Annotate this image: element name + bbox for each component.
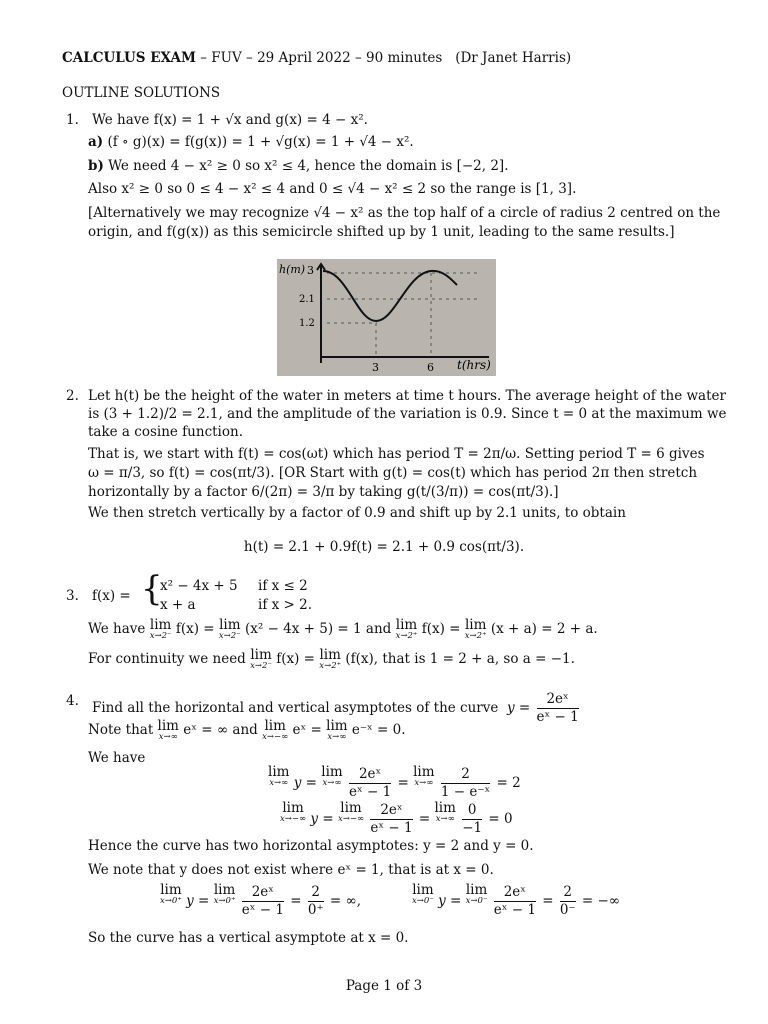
q2-p1c: take a cosine function.	[88, 424, 243, 440]
frac-den: 1 − e⁻ˣ	[440, 784, 491, 800]
y-eq: y =	[186, 893, 210, 909]
lim-sub: x→2⁻	[250, 661, 272, 671]
q1-b-text: We need 4 − x² ≥ 0 so x² ≤ 4, hence the domain is [−2, 2].	[108, 158, 509, 174]
cosine-curve	[323, 271, 457, 321]
result: = 0	[488, 811, 513, 827]
lim-inf	[158, 720, 179, 742]
q3-we-have: We have	[88, 621, 146, 637]
q3-fx-3: f(x) =	[276, 651, 315, 667]
lim-text: lim	[264, 718, 286, 734]
lim-sub: x→2⁺	[319, 661, 342, 671]
y-eq: y =	[310, 811, 334, 827]
lim-text: lim	[464, 617, 487, 633]
lim-text: lim	[326, 718, 348, 734]
q4-limit-0plus	[160, 884, 361, 919]
lim	[413, 766, 434, 788]
equals: =	[290, 893, 302, 909]
x-tick-3: 3	[372, 361, 379, 374]
frac-den: eˣ − 1	[536, 709, 579, 725]
q3-line2	[88, 649, 575, 671]
fraction	[494, 884, 536, 919]
exam-author: (Dr Janet Harris)	[455, 50, 572, 66]
frac-num: 2eˣ	[370, 802, 412, 820]
section-title: OUTLINE SOLUTIONS	[62, 85, 221, 101]
lim-text: lim	[434, 800, 456, 816]
frac-den: eˣ − 1	[349, 784, 392, 800]
q2-result: h(t) = 2.1 + 0.9f(t) = 2.1 + 0.9 cos(πt/3).	[243, 539, 525, 555]
lim-text: lim	[268, 764, 290, 780]
q3-fx-2: f(x) =	[421, 621, 461, 637]
q4-note-a: Note that	[88, 722, 154, 738]
exam-details: – FUV – 29 April 2022 – 90 minutes	[200, 50, 443, 66]
q3-fdef: f(x) =	[92, 588, 131, 604]
lim-sub: x→∞	[269, 778, 289, 788]
fraction	[441, 766, 490, 801]
q3-case1: x² − 4x + 5	[160, 578, 238, 594]
q4-limit-minf	[280, 802, 513, 837]
lim-minf	[262, 720, 288, 742]
q1-range: Also x² ≥ 0 so 0 ≤ 4 − x² ≤ 4 and 0 ≤ √4 − x² ≤ 2 so the range is [1, 3].	[88, 181, 577, 197]
lim-sub: x→2⁻	[149, 631, 172, 641]
y-tick-3: 3	[307, 264, 314, 277]
lim	[412, 884, 434, 906]
lim	[338, 802, 364, 824]
fraction	[308, 884, 324, 919]
lim-sub: x→2⁺	[395, 631, 418, 641]
frac-num: 2	[308, 884, 324, 902]
x-axis-label: t(hrs)	[457, 358, 491, 372]
exam-title: CALCULUS EXAM	[62, 50, 196, 66]
equals: =	[542, 893, 554, 909]
lim-text: lim	[319, 647, 341, 663]
lim	[268, 766, 289, 788]
lim-text: lim	[213, 882, 236, 898]
frac-den: eˣ − 1	[493, 902, 536, 918]
lim	[214, 884, 236, 906]
fraction	[560, 884, 576, 919]
q3-number: 3.	[66, 588, 79, 604]
lim	[434, 802, 455, 824]
fraction	[462, 802, 482, 837]
q3-lim-right	[396, 619, 418, 641]
q4-y-eq: y =	[506, 700, 531, 716]
q2-p1b: is (3 + 1.2)/2 = 2.1, and the amplitude of the variation is 0.9. Since t = 0 at the maximum we	[88, 406, 727, 422]
fraction	[242, 884, 284, 919]
q2-p3: We then stretch vertically by a factor of 0.9 and shift up by 2.1 units, to obtain	[88, 505, 626, 521]
lim-sub: x→2⁻	[218, 631, 241, 641]
lim-text: lim	[321, 764, 343, 780]
q4-vertical: So the curve has a vertical asymptote at x = 0.	[88, 930, 409, 946]
lim-text: lim	[157, 718, 179, 734]
tide-graph	[277, 259, 496, 376]
q3-right-value: (x + a) = 2 + a.	[490, 621, 598, 637]
q4-note-zero: We note that y does not exist where eˣ = 1, that is at x = 0.	[88, 862, 494, 878]
lim-text: lim	[340, 800, 362, 816]
q2-p1a: Let h(t) be the height of the water in meters at time t hours. The average height of the water	[88, 388, 726, 404]
lim-text: lim	[395, 617, 418, 633]
lim-sub: x→∞	[327, 732, 347, 742]
frac-den: 0⁺	[307, 902, 324, 918]
q1-part-a	[88, 132, 414, 152]
q4-limit-inf	[268, 766, 521, 801]
q1-b-label: b)	[88, 158, 104, 174]
lim-inf-2	[326, 720, 347, 742]
lim-sub: x→−∞	[262, 732, 289, 742]
lim-text: lim	[250, 647, 272, 663]
lim	[321, 766, 342, 788]
frac-num: 2eˣ	[537, 691, 579, 709]
q4-note-c: eˣ =	[292, 722, 322, 738]
frac-num: 2eˣ	[349, 766, 391, 784]
q1-part-b	[88, 156, 508, 176]
q3-case2: x + a	[160, 597, 196, 613]
lim-sub: x→0⁻	[412, 896, 434, 906]
q4-note-d: e⁻ˣ = 0.	[351, 722, 406, 738]
lim-text: lim	[160, 882, 182, 898]
lim-sub: x→0⁺	[160, 896, 182, 906]
frac-num: 0	[462, 802, 482, 820]
q4-title-text: Find all the horizontal and vertical asymptotes of the curve	[92, 700, 499, 716]
q2-p2c: horizontally by a factor 6/(2π) = 3/π by taking g(t/(3/π)) = cos(πt/3).]	[88, 484, 559, 500]
q3-fx: f(x) =	[175, 621, 215, 637]
q2-p2a: That is, we start with f(t) = cos(ωt) which has period T = 2π/ω. Setting period T = 6 gives	[88, 446, 705, 462]
y-eq: y =	[438, 893, 462, 909]
lim-sub: x→∞	[322, 778, 342, 788]
frac-den: −1	[462, 820, 483, 836]
lim-sub: x→−∞	[337, 814, 365, 824]
q4-hence: Hence the curve has two horizontal asymptotes: y = 2 and y = 0.	[88, 838, 534, 854]
frac-num: 2	[441, 766, 490, 784]
lim-text: lim	[465, 882, 488, 898]
q1-line1: We have f(x) = 1 + √x and g(x) = 4 − x².	[92, 112, 368, 128]
q2-p2b: ω = π/3, so f(t) = cos(πt/3). [OR Start with g(t) = cos(t) which has period 2π then stretch	[88, 465, 698, 481]
lim-sub: x→−∞	[280, 814, 307, 824]
lim-sub: x→2⁺	[464, 631, 487, 641]
lim-sub: x→∞	[435, 814, 455, 824]
q3-lim-right-2	[465, 619, 487, 641]
q4-note	[88, 720, 406, 742]
q3-lim-right-3	[319, 649, 341, 671]
lim-sub: x→∞	[158, 732, 178, 742]
q1-a-text: (f ∘ g)(x) = f(g(x)) = 1 + √g(x) = 1 + √4 − x².	[107, 134, 414, 150]
result: = −∞	[581, 893, 621, 909]
lim-text: lim	[282, 800, 304, 816]
fraction	[370, 802, 412, 837]
lim-text: lim	[149, 617, 172, 633]
q3-lim-left-3	[250, 649, 272, 671]
exam-header	[62, 48, 571, 68]
equals: =	[397, 775, 409, 791]
frac-num: 2eˣ	[494, 884, 536, 902]
q3-lim-left-2	[219, 619, 241, 641]
x-tick-6: 6	[427, 361, 434, 374]
q4-note-b: eˣ = ∞ and	[183, 722, 258, 738]
q3-brace: {	[141, 569, 163, 609]
q1-alt-1: [Alternatively we may recognize √4 − x² as the top half of a circle of radius 2 centred on the	[88, 205, 721, 221]
q3-line1	[88, 619, 598, 641]
q3-left-value: (x² − 4x + 5) = 1 and	[244, 621, 392, 637]
q4-limit-0minus	[412, 884, 620, 919]
y-tick-1.2: 1.2	[299, 318, 315, 329]
result: = 2	[496, 775, 521, 791]
frac-num: 2eˣ	[242, 884, 284, 902]
q3-cond2: if x > 2.	[258, 597, 312, 613]
lim-text: lim	[413, 764, 435, 780]
lim-sub: x→0⁻	[465, 896, 488, 906]
q1-alt-2: origin, and f(g(x)) as this semicircle shifted up by 1 unit, leading to the same results.]	[88, 224, 675, 240]
result: = ∞,	[329, 893, 362, 909]
lim	[160, 884, 182, 906]
y-tick-2.1: 2.1	[299, 294, 315, 305]
q2-number: 2.	[66, 388, 79, 404]
equals: =	[418, 811, 431, 827]
page-footer: Page 1 of 3	[345, 978, 423, 994]
tide-graph-svg	[277, 259, 496, 376]
y-axis-label: h(m)	[279, 263, 306, 276]
frac-den: eˣ − 1	[241, 902, 284, 918]
frac-den: 0⁻	[559, 902, 576, 918]
q4-number: 4.	[66, 693, 79, 709]
lim	[466, 884, 488, 906]
q1-number: 1.	[66, 112, 79, 128]
lim-sub: x→∞	[414, 778, 434, 788]
q3-cond1: if x ≤ 2	[258, 578, 308, 594]
lim-sub: x→0⁺	[213, 896, 236, 906]
q4-fraction	[537, 691, 579, 726]
q3-lim-left	[150, 619, 172, 641]
q4-we-have: We have	[88, 750, 146, 766]
lim	[280, 802, 306, 824]
q1-a-label: a)	[88, 134, 104, 150]
lim-text: lim	[412, 882, 434, 898]
y-eq: y =	[293, 775, 317, 791]
lim-text: lim	[219, 617, 241, 633]
fraction	[349, 766, 391, 801]
q3-conclusion: (f(x), that is 1 = 2 + a, so a = −1.	[345, 651, 575, 667]
frac-num: 2	[560, 884, 576, 902]
frac-den: eˣ − 1	[370, 820, 413, 836]
q3-continuity: For continuity we need	[88, 651, 246, 667]
